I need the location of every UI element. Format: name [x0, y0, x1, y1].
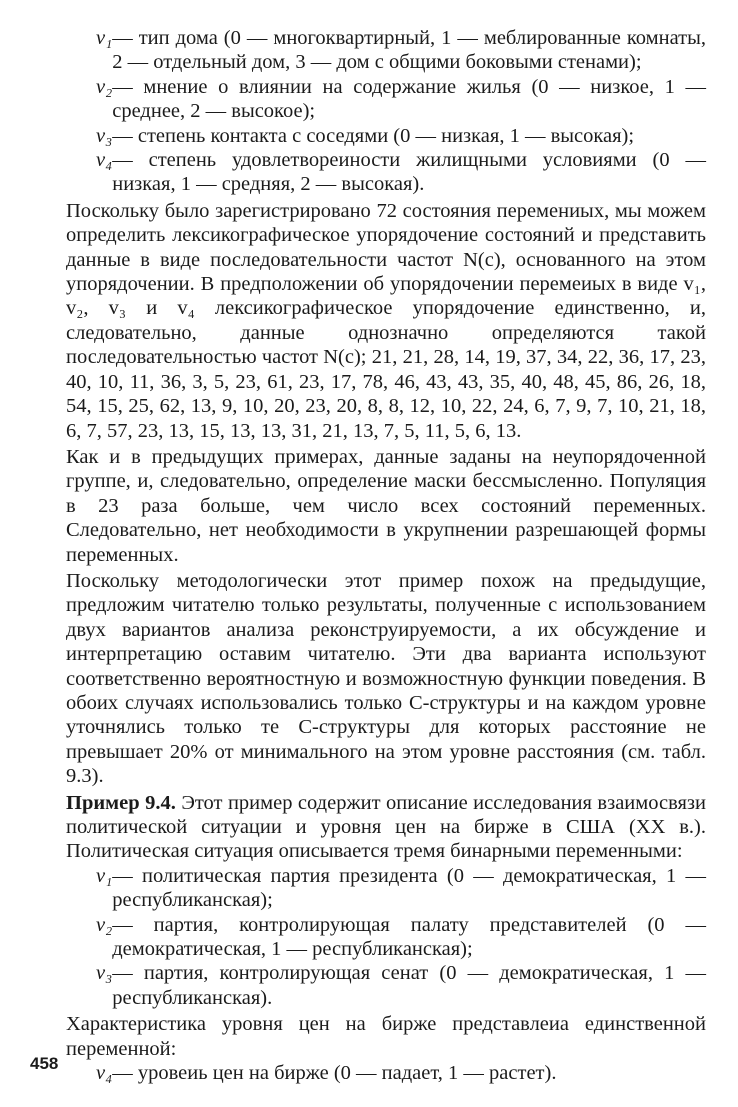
definition-item [96, 75, 706, 124]
definition-item [96, 1061, 706, 1085]
variable-symbol: v₃ [96, 962, 113, 985]
definition-text: — партия, контролирующая палату представителей (0 — демократическая, 1 — республиканская); [112, 913, 706, 961]
paragraph-unordered-group: Как и в предыдущих примерах, данные заданы на неупорядоченной группе, и, следовательно, определение маски бессмысленно. Популяция в 23 раза больше, чем число всех состояний переменных. Следовательно, нет необходимости в укрупнении разрешающей формы переменных. [66, 445, 706, 566]
definition-text: — политическая партия президента (0 — демократическая, 1 — республиканская); [112, 864, 706, 912]
definition-text: — тип дома (0 — многоквартирный, 1 — меблированные комнаты, 2 — отдельный дом, 3 — дом с общими боковыми стенами); [112, 27, 706, 74]
page-body [66, 26, 706, 1085]
variable-symbol: v₃ [96, 124, 113, 147]
example-heading: Пример 9.4. [66, 791, 176, 814]
variable-definition-price [96, 1061, 706, 1085]
variable-symbol: v₁ [96, 27, 113, 49]
variable-symbol: v₄ [96, 1062, 113, 1085]
variable-definitions-housing [96, 26, 706, 197]
variable-definitions-politics [96, 864, 706, 1010]
example-text: Этот пример содержит описание исследования взаимосвязи политической ситуации и уровня цен на бирже в США (XX в.). Политическая ситуация описывается тремя бинарными переменными: [66, 791, 707, 863]
definition-item [96, 913, 706, 962]
paragraph-price-variable: Характеристика уровня цен на бирже представлеиа единственной переменной: [66, 1013, 706, 1060]
definition-text: — степень удовлетвореиности жилищными условиями (0 — низкая, 1 — средняя, 2 — высокая). [112, 149, 706, 196]
paragraph-frequencies: Поскольку было зарегистрировано 72 состояния перемениых, мы можем определить лексикографическое упорядочение состояний и представить данные в виде последовательности частот N(c), основанного на этом упорядочении. В предположении об упорядочении перемеиых в виде v₁, v₂, v₃ и v₄ лексикографическое упорядочение единственно, и, следовательно, данные однозначно определяются такой последовательностью частот N(c); 21, 21, 28, 14, 19, 37, 34, 22, 36, 17, 23, 40, 10, 11, 36, 3, 5, 23, 61, 23, 17, 78, 46, 43, 43, 35, 40, 48, 45, 86, 26, 18, 54, 15, 25, 62, 13, 9, 10, 20, 23, 20, 8, 8, 12, 10, 22, 24, 6, 7, 9, 7, 10, 21, 18, 6, 7, 57, 23, 13, 15, 13, 13, 31, 21, 13, 7, 5, 11, 5, 6, 13. [66, 199, 706, 442]
definition-text: — уровеиь цен на бирже (0 — падает, 1 — растет). [112, 1062, 557, 1085]
paragraph-methodology: Поскольку методологически этот пример похож на предыдущие, предложим читателю только результаты, полученные с использованием двух вариантов анализа реконструируемости, а их обсуждение и интерпретацию оставим читателю. Эти два варианта используют соответственно вероятностную и возможностную функции поведения. В обоих случаях использовались только C-структуры и на каждом уровне уточнялись только те C-структуры для которых расстояние не превышает 20% от минимального на этом уровне расстояния (см. табл. 9.3). [66, 569, 706, 788]
variable-symbol: v₂ [96, 75, 113, 98]
definition-item [96, 961, 706, 1010]
definition-text: — мнение о влиянии на содержание жилья (0 — низкое, 1 — среднее, 2 — высокое); [112, 75, 706, 123]
variable-symbol: v₄ [96, 149, 113, 172]
definition-text: — партия, контролирующая сенат (0 — демократическая, 1 — республиканская). [112, 962, 706, 1009]
definition-item [96, 864, 706, 913]
definition-item [96, 26, 706, 75]
variable-symbol: v₁ [96, 864, 113, 887]
paragraph-example [66, 791, 706, 864]
variable-symbol: v₂ [96, 913, 113, 936]
definition-item [96, 148, 706, 197]
page-number: 458 [30, 1054, 59, 1073]
definition-text: — степень контакта с соседями (0 — низкая, 1 — высокая); [112, 124, 635, 147]
definition-item [96, 124, 706, 148]
